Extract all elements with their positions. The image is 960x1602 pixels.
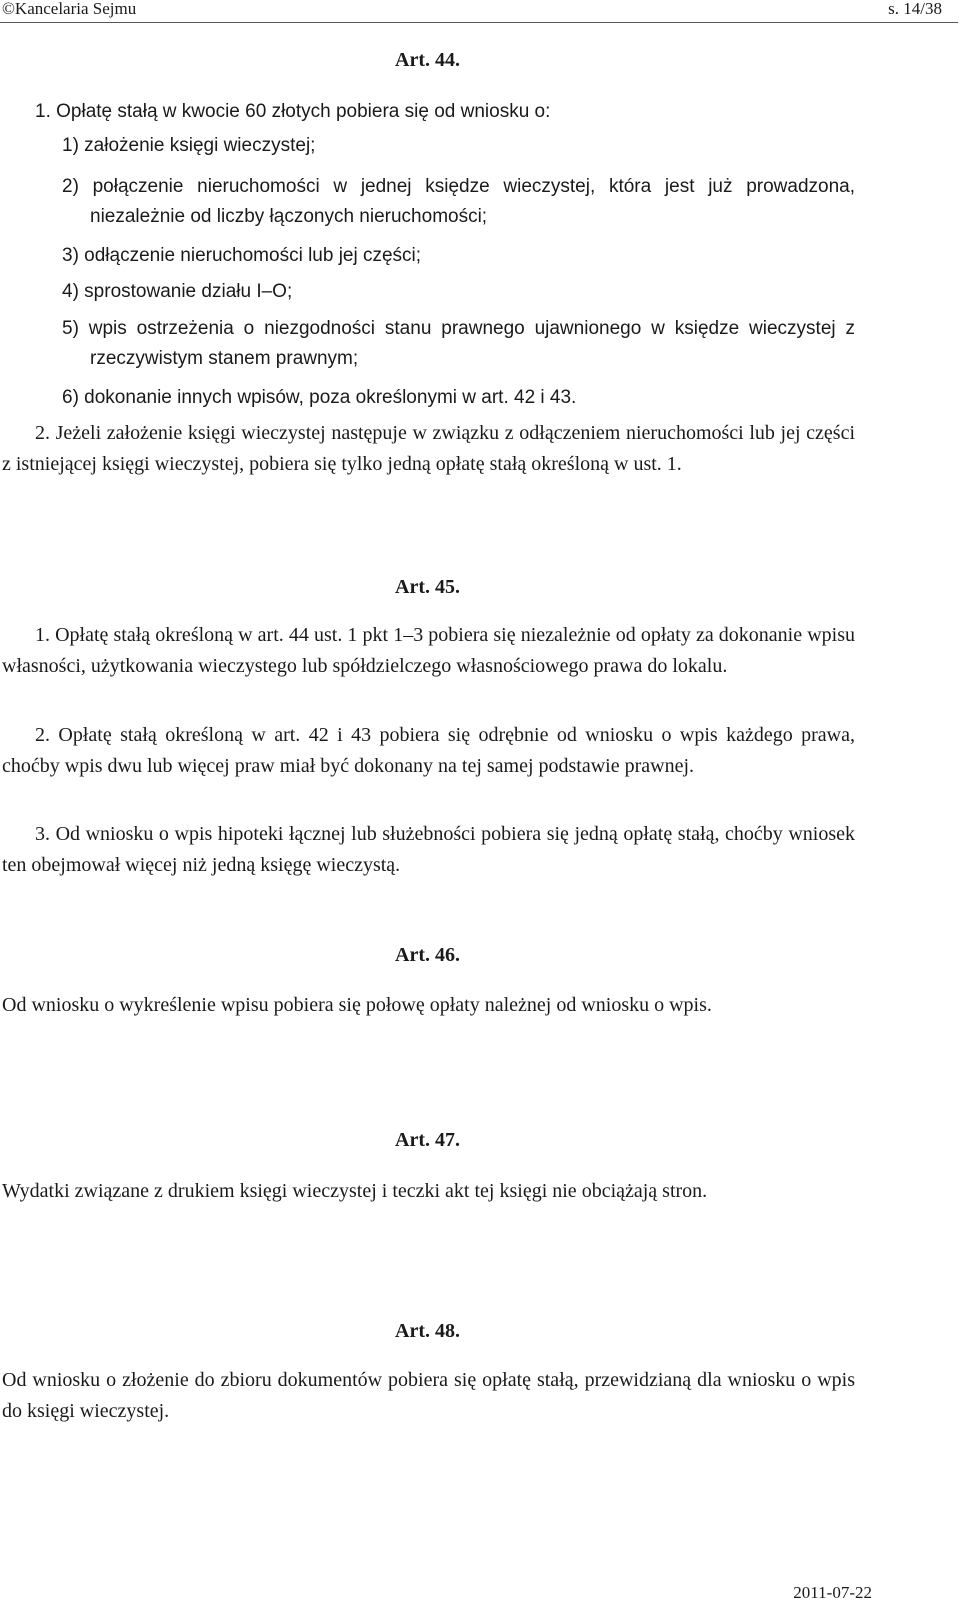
article-45-title: Art. 45. xyxy=(395,576,460,598)
article-45-paragraph-3: 3. Od wniosku o wpis hipoteki łącznej lub służebności pobiera się jedną opłatę stałą, choćby wniosek ten obejmował więcej niż jedną księgę wieczystą. xyxy=(2,823,855,876)
footer-date: 2011-07-22 xyxy=(793,1583,872,1602)
article-44-item-5-text: 5) wpis ostrzeżenia o niezgodności stanu prawnego ujawnionego w księdze wieczystej z rzeczywistym stanem prawnym; xyxy=(62,318,855,369)
article-45-paragraph-2: 2. Opłatę stałą określoną w art. 42 i 43 pobiera się odrębnie od wniosku o wpis każdego prawa, choćby wpis dwu lub więcej praw miał być dokonany na tej samej podstawie prawnej. xyxy=(2,724,855,777)
article-44-item-6: 6) dokonanie innych wpisów, poza określonymi w art. 42 i 43. xyxy=(62,387,577,408)
article-47-title: Art. 47. xyxy=(395,1129,460,1151)
header-divider xyxy=(0,22,958,23)
header-source: ©Kancelaria Sejmu xyxy=(2,0,137,18)
article-44-title: Art. 44. xyxy=(395,49,460,71)
article-46-text: Od wniosku o wykreślenie wpisu pobiera się połowę opłaty należnej od wniosku o wpis. xyxy=(2,994,712,1016)
article-48-title: Art. 48. xyxy=(395,1320,460,1342)
article-44-item-5 xyxy=(62,314,855,374)
article-48-text: Od wniosku o złożenie do zbioru dokumentów pobiera się opłatę stałą, przewidzianą dla wniosku o wpis do księgi wieczystej. xyxy=(2,1369,855,1422)
article-44-item-4: 4) sprostowanie działu I–O; xyxy=(62,281,293,302)
article-44-item-2-text: 2) połączenie nieruchomości w jednej księdze wieczystej, która jest już prowadzona, niezależnie od liczby łączonych nieruchomości; xyxy=(62,176,855,227)
article-44-paragraph-2: 2. Jeżeli założenie księgi wieczystej następuje w związku z odłączeniem nieruchomości lub jej części z istniejącej księgi wieczystej, pobiera się tylko jedną opłatę stałą określoną w ust. 1. xyxy=(2,422,855,475)
article-44-item-3: 3) odłączenie nieruchomości lub jej części; xyxy=(62,245,422,266)
article-45-paragraph-1: 1. Opłatę stałą określoną w art. 44 ust. 1 pkt 1–3 pobiera się niezależnie od opłaty za dokonanie wpisu własności, użytkowania wieczystego lub spółdzielczego własnościowego prawa do lokalu. xyxy=(2,624,855,677)
page-header xyxy=(2,0,942,22)
article-44-item-1: 1) założenie księgi wieczystej; xyxy=(62,135,316,156)
header-page-number: s. 14/38 xyxy=(888,0,942,18)
article-46-title: Art. 46. xyxy=(395,944,460,966)
article-44-item-2 xyxy=(62,172,855,232)
article-47-text: Wydatki związane z drukiem księgi wieczystej i teczki akt tej księgi nie obciążają stron. xyxy=(2,1180,708,1202)
article-44-paragraph-1: 1. Opłatę stałą w kwocie 60 złotych pobiera się od wniosku o: xyxy=(35,101,551,122)
